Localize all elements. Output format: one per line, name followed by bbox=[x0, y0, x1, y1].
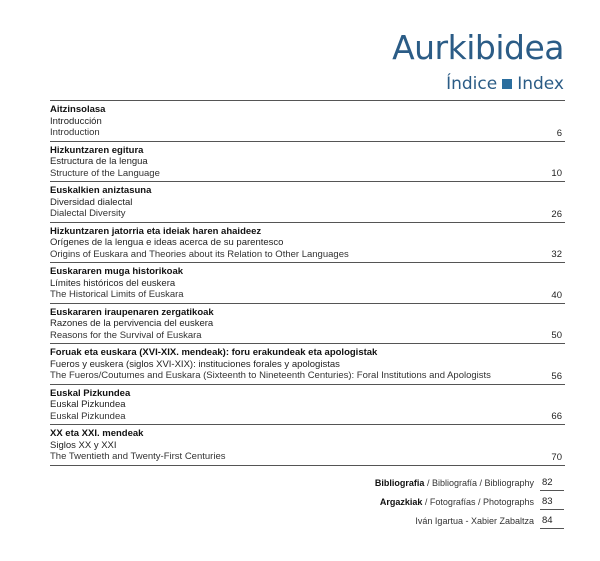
toc-page-number: 10 bbox=[551, 168, 562, 179]
toc-page-number: 32 bbox=[551, 249, 562, 260]
toc-english-title: Origins of Euskara and Theories about its Relation to Other Languages bbox=[50, 248, 349, 260]
toc-page-number: 50 bbox=[551, 330, 562, 341]
back-matter-bold-label: Bibliografia bbox=[374, 478, 425, 488]
toc-entry[interactable] bbox=[50, 142, 565, 183]
toc-spanish-title: Diversidad dialectal bbox=[50, 196, 133, 208]
toc-entry[interactable] bbox=[50, 223, 565, 264]
back-matter-entry[interactable] bbox=[304, 472, 564, 491]
page-title: Aurkibidea bbox=[392, 28, 564, 67]
table-of-contents bbox=[50, 100, 565, 466]
toc-spanish-title: Límites históricos del euskera bbox=[50, 277, 176, 289]
toc-english-title: The Twentieth and Twenty-First Centuries bbox=[50, 451, 226, 462]
toc-page-number: 40 bbox=[551, 289, 562, 301]
toc-page-number: 70 bbox=[551, 451, 562, 463]
subtitle-spanish: Índice bbox=[446, 74, 498, 94]
square-bullet-icon bbox=[502, 79, 512, 89]
back-matter-label: / Bibliografía / Bibliography bbox=[424, 478, 534, 488]
back-matter-page-number: 82 bbox=[540, 477, 564, 491]
toc-spanish-title: Introducción bbox=[50, 115, 102, 127]
toc-basque-title: XX eta XXI. mendeak bbox=[50, 428, 144, 439]
toc-entry[interactable] bbox=[50, 263, 565, 304]
toc-entry[interactable] bbox=[50, 344, 565, 385]
toc-spanish-title: Euskal Pizkundea bbox=[50, 399, 126, 410]
toc-english-title: Euskal Pizkundea bbox=[50, 410, 126, 422]
toc-english-title: The Fueros/Coutumes and Euskara (Sixteenth to Nineteenth Centuries): Foral Institutions and Apologists bbox=[50, 370, 491, 381]
toc-basque-title: Hizkuntzaren jatorria eta ideiak haren ahaideez bbox=[50, 225, 262, 237]
toc-english-title: Reasons for the Survival of Euskara bbox=[50, 329, 202, 341]
toc-spanish-title: Razones de la pervivencia del euskera bbox=[50, 318, 214, 329]
back-matter-bold-label: Argazkiak bbox=[379, 497, 423, 507]
back-matter-entry[interactable] bbox=[304, 491, 564, 510]
back-matter-entry[interactable] bbox=[304, 510, 564, 529]
back-matter-page-number: 83 bbox=[540, 496, 564, 510]
page-subtitle bbox=[446, 74, 564, 94]
toc-basque-title: Euskalkien aniztasuna bbox=[50, 185, 152, 196]
back-matter-label: Iván Igartua - Xabier Zabaltza bbox=[415, 516, 534, 526]
toc-page-number: 56 bbox=[551, 370, 562, 382]
back-matter-label: / Fotografías / Photographs bbox=[422, 497, 534, 507]
toc-page-number: 66 bbox=[551, 411, 562, 422]
toc-basque-title: Euskararen iraupenaren zergatikoak bbox=[50, 306, 214, 318]
toc-basque-title: Aitzinsolasa bbox=[50, 104, 106, 115]
toc-entry[interactable] bbox=[50, 385, 565, 426]
toc-page-number: 6 bbox=[556, 127, 562, 139]
toc-basque-title: Euskal Pizkundea bbox=[50, 387, 131, 399]
toc-spanish-title: Orígenes de la lengua e ideas acerca de su parentesco bbox=[50, 237, 284, 248]
toc-english-title: The Historical Limits of Euskara bbox=[50, 289, 184, 300]
toc-english-title: Introduction bbox=[50, 127, 100, 138]
toc-english-title: Structure of the Language bbox=[50, 167, 160, 179]
toc-entry[interactable] bbox=[50, 182, 565, 223]
toc-page-number: 26 bbox=[551, 208, 562, 220]
back-matter-list bbox=[304, 472, 564, 529]
toc-basque-title: Foruak eta euskara (XVI-XIX. mendeak): foru erakundeak eta apologistak bbox=[50, 347, 378, 358]
toc-basque-title: Euskararen muga historikoak bbox=[50, 266, 184, 277]
toc-spanish-title: Fueros y euskera (siglos XVI-XIX): instituciones forales y apologistas bbox=[50, 358, 340, 370]
toc-entry[interactable] bbox=[50, 304, 565, 345]
toc-english-title: Dialectal Diversity bbox=[50, 208, 126, 219]
toc-entry[interactable] bbox=[50, 101, 565, 142]
toc-basque-title: Hizkuntzaren egitura bbox=[50, 144, 144, 156]
subtitle-english: Index bbox=[517, 74, 564, 94]
toc-spanish-title: Estructura de la lengua bbox=[50, 156, 148, 167]
back-matter-page-number: 84 bbox=[540, 515, 564, 529]
toc-entry[interactable] bbox=[50, 425, 565, 466]
toc-spanish-title: Siglos XX y XXI bbox=[50, 439, 117, 451]
